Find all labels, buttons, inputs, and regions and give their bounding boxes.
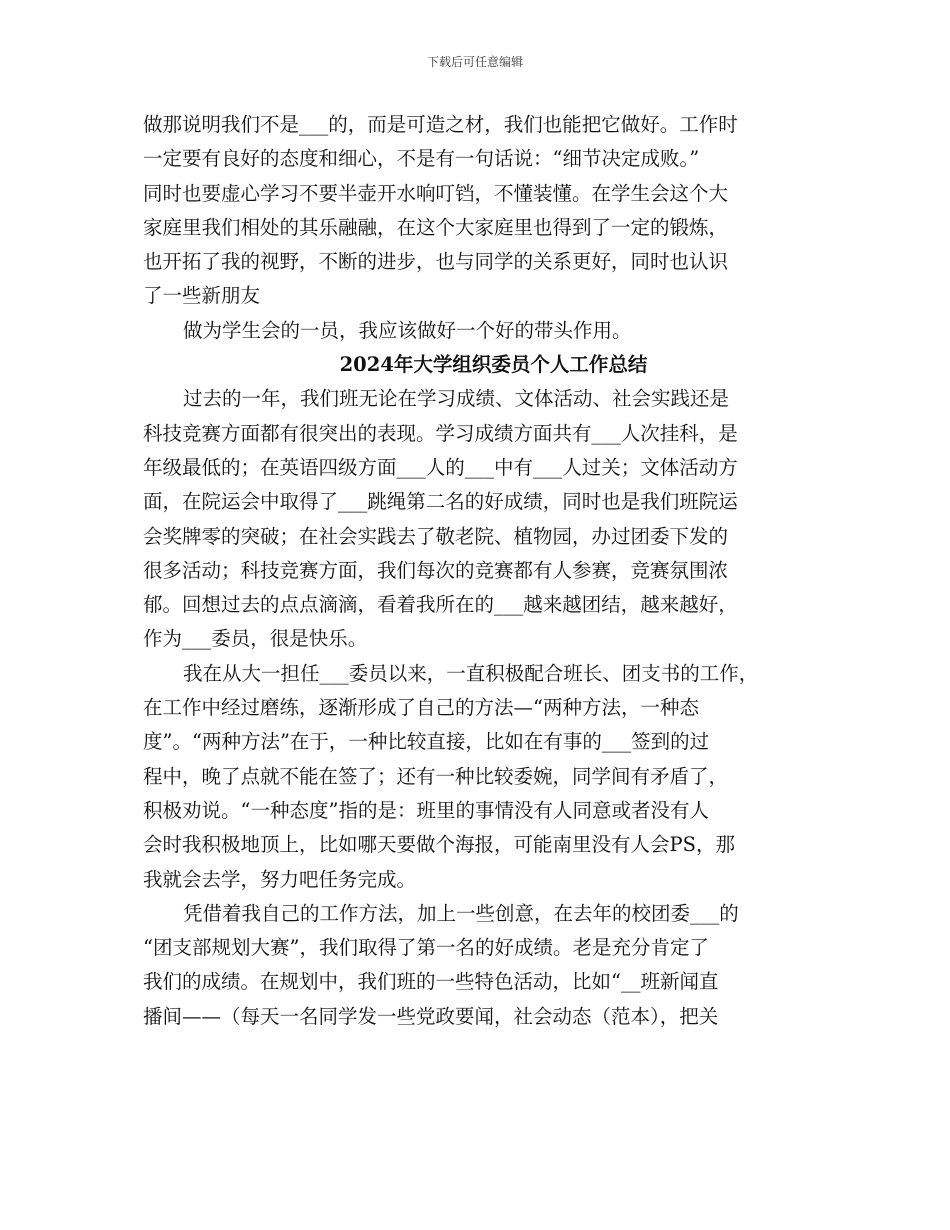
- text-line: 凭借着我自己的工作方法，加上一些创意，在去年的校团委___的: [183, 901, 739, 925]
- text-line: 面，在院运会中取得了___跳绳第二名的好成绩，同时也是我们班院运: [143, 490, 738, 514]
- section-title: 2024年大学组织委员个人工作总结: [339, 353, 648, 377]
- text-line: 播间——（每天一名同学发一些党政要闻，社会动态（范本），把关: [143, 1004, 719, 1028]
- text-line: 也开拓了我的视野，不断的进步，也与同学的关系更好，同时也认识: [143, 250, 729, 274]
- text-line: 积极劝说。“一种态度”指的是：班里的事情没有人同意或者没有人: [143, 798, 709, 822]
- text-line: 在工作中经过磨练，逐渐形成了自己的方法—“两种方法，一种态: [143, 696, 699, 720]
- text-line: 科技竞赛方面都有很突出的表现。学习成绩方面共有___人次挂科，是: [143, 421, 738, 445]
- text-line: 过去的一年，我们班无论在学习成绩、文体活动、社会实践还是: [183, 387, 730, 411]
- text-line: 家庭里我们相处的其乐融融，在这个大家庭里也得到了一定的锻炼，: [143, 215, 729, 239]
- paragraph-4: [143, 657, 818, 897]
- paragraph-5: [143, 897, 818, 1034]
- text-line: “团支部规划大赛”，我们取得了第一名的好成绩。老是充分肯定了: [143, 936, 709, 960]
- text-line: 会时我积极地顶上，比如哪天要做个海报，可能南里没有人会PS，那: [143, 833, 735, 857]
- paragraph-1: [143, 108, 818, 314]
- text-line: 了一些新朋友: [143, 284, 261, 308]
- text-line: 会奖牌零的突破；在社会实践去了敬老院、植物园，办过团委下发的: [143, 524, 729, 548]
- text-line: 作为___委员，很是快乐。: [143, 627, 368, 651]
- paragraph-2: [143, 314, 818, 348]
- document-body: [143, 108, 818, 1034]
- text-line: 做那说明我们不是___的，而是可造之材，我们也能把它做好。工作时: [143, 113, 738, 136]
- text-line: 我们的成绩。在规划中，我们班的一些特色活动，比如“__班新闻直: [143, 970, 719, 994]
- paragraph-3: [143, 382, 818, 656]
- text-line: 同时也要虚心学习不要半壶开水响叮铛，不懂装懂。在学生会这个大: [143, 181, 729, 205]
- text-line: 做为学生会的一员，我应该做好一个好的带头作用。: [183, 318, 632, 342]
- text-line: 我在从大一担任___委员以来，一直积极配合班长、团支书的工作，: [183, 661, 759, 685]
- text-line: 郁。回想过去的点点滴滴，看着我所在的___越来越团结，越来越好，: [143, 593, 738, 617]
- text-line: 我就会去学，努力吧任务完成。: [143, 867, 417, 891]
- page-header: 下载后可任意编辑: [426, 55, 523, 69]
- text-line: 度”。“两种方法”在于，一种比较直接，比如在有事的___签到的过: [143, 730, 710, 754]
- text-line: 一定要有良好的态度和细心，不是有一句话说：“细节决定成败。”: [143, 147, 700, 171]
- text-line: 年级最低的；在英语四级方面___人的___中有___人过关；文体活动方: [143, 455, 738, 479]
- text-line: 程中，晚了点就不能在签了；还有一种比较委婉，同学间有矛盾了，: [143, 764, 729, 788]
- text-line: 很多活动；科技竞赛方面，我们每次的竞赛都有人参赛，竞赛氛围浓: [143, 558, 729, 582]
